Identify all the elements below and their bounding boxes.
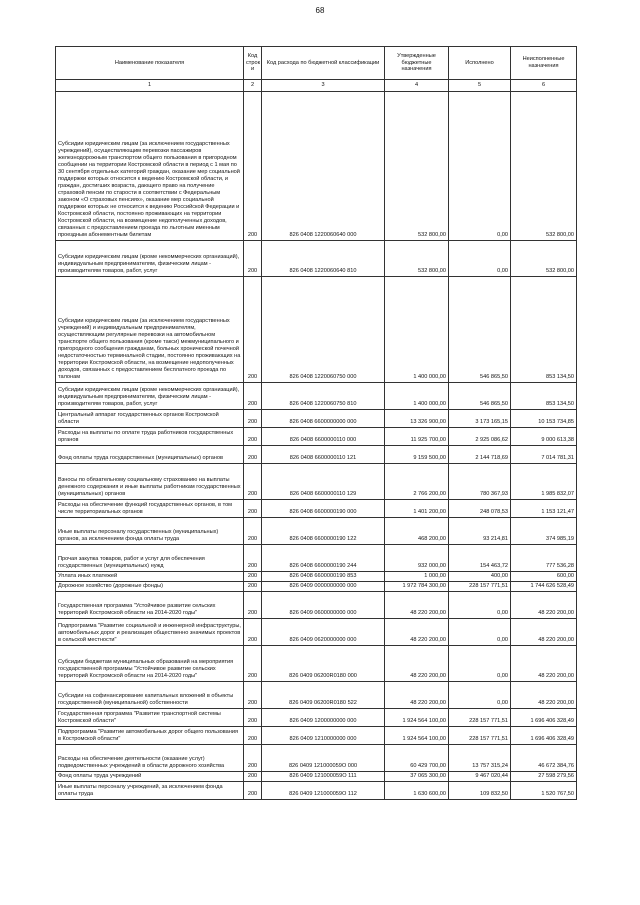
row-budget-code: 826 0409 06200R0180 522 [262,681,385,708]
table-row [56,241,577,277]
row-budget-code: 826 0409 1200000000 000 [262,708,385,726]
row-unexecuted: 532 800,00 [511,92,577,241]
table-row [56,383,577,410]
column-number: 5 [449,80,511,92]
header-executed: Исполнено [449,47,511,80]
row-name: Государственная программа "Развитие транспортной системы Костромской области" [56,708,244,726]
row-executed: 3 173 165,15 [449,410,511,428]
row-line-code: 200 [244,572,262,582]
row-executed: 109 832,50 [449,781,511,799]
row-line-code: 200 [244,277,262,383]
table-row [56,681,577,708]
row-unexecuted: 46 672 384,76 [511,744,577,771]
row-approved: 48 220 200,00 [385,591,449,618]
row-approved: 11 925 700,00 [385,428,449,446]
row-name: Расходы на обеспечение функций государственных органов, в том числе территориальных органов [56,500,244,518]
row-approved: 932 000,00 [385,545,449,572]
row-approved: 48 220 200,00 [385,681,449,708]
row-line-code: 200 [244,618,262,645]
row-executed: 400,00 [449,572,511,582]
row-budget-code: 826 0408 6600000110 121 [262,446,385,464]
page-number: 68 [315,6,325,15]
row-name: Уплата иных платежей [56,572,244,582]
row-unexecuted: 777 536,28 [511,545,577,572]
table-row [56,726,577,744]
row-unexecuted: 9 000 613,38 [511,428,577,446]
row-line-code: 200 [244,771,262,781]
row-line-code: 200 [244,708,262,726]
row-budget-code: 826 0409 121000059О 000 [262,744,385,771]
row-name: Субсидии юридическим лицам (за исключением государственных учреждений), осуществляющим перевозки пассажиров железнодорожным транспортом общего пользования в пригородном сообщении на территории Костромской области в период с 1 мая по 30 сентября отдельных категорий граждан, оказание мер социальной поддержки которых относится к ведению Костромской области, и граждан, достигших возраста, дающего право на получение страховой пенсии по старости в соответствии с Федеральным законом «О страховых пенсиях», оказание мер социальной поддержки которых не относится к ведению Российской Федерации и Костромской области, постоянно проживающих на территории Костромской области, на возмещение недополученных доходов, связанных с предоставлением проезда по льготным именным проездным абонементным билетам [56,92,244,241]
row-budget-code: 826 0408 6600000000 000 [262,410,385,428]
row-executed: 0,00 [449,241,511,277]
row-line-code: 200 [244,591,262,618]
row-executed: 546 865,50 [449,383,511,410]
row-executed: 228 157 771,51 [449,726,511,744]
row-executed: 2 144 718,69 [449,446,511,464]
row-name: Подпрограмма "Развитие социальной и инженерной инфраструктуры, автомобильных дорог и реализация общественно значимых проектов в сельской местности" [56,618,244,645]
row-approved: 48 220 200,00 [385,618,449,645]
row-approved: 48 220 200,00 [385,645,449,681]
row-line-code: 200 [244,92,262,241]
row-line-code: 200 [244,645,262,681]
row-line-code: 200 [244,681,262,708]
row-approved: 9 159 500,00 [385,446,449,464]
header-approved: Утвержденные бюджетные назначения [385,47,449,80]
row-line-code: 200 [244,464,262,500]
budget-table [55,46,577,800]
row-unexecuted: 1 696 406 328,49 [511,708,577,726]
row-unexecuted: 48 220 200,00 [511,645,577,681]
row-line-code: 200 [244,726,262,744]
row-approved: 1 000,00 [385,572,449,582]
row-budget-code: 826 0409 0000000000 000 [262,581,385,591]
table-row [56,464,577,500]
row-executed: 780 367,93 [449,464,511,500]
row-executed: 0,00 [449,618,511,645]
row-name: Фонд оплаты труда государственных (муниципальных) органов [56,446,244,464]
header-row [56,47,577,80]
row-budget-code: 826 0408 6600000110 129 [262,464,385,500]
row-line-code: 200 [244,410,262,428]
header-budget-code: Код расхода по бюджетной классификации [262,47,385,80]
row-budget-code: 826 0409 0600000000 000 [262,591,385,618]
column-number-row [56,80,577,92]
row-executed: 228 157 771,51 [449,581,511,591]
row-budget-code: 826 0409 121000059О 112 [262,781,385,799]
row-name: Расходы на выплаты по оплате труда работников государственных органов [56,428,244,446]
row-line-code: 200 [244,446,262,464]
row-name: Государственная программа "Устойчивое развитие сельских территорий Костромской области на 2014-2020 годы" [56,591,244,618]
row-budget-code: 826 0409 0620000000 000 [262,618,385,645]
row-executed: 2 925 086,62 [449,428,511,446]
row-budget-code: 826 0408 6600000190 122 [262,518,385,545]
row-line-code: 200 [244,383,262,410]
row-approved: 1 972 784 300,00 [385,581,449,591]
table-row [56,781,577,799]
table-row [56,92,577,241]
row-budget-code: 826 0408 1220060750 000 [262,277,385,383]
row-name: Подпрограмма "Развитие автомобильных дорог общего пользования в Костромской области" [56,726,244,744]
table-row [56,277,577,383]
row-budget-code: 826 0408 6600000190 244 [262,545,385,572]
table-row [56,591,577,618]
row-unexecuted: 1 696 406 328,49 [511,726,577,744]
row-executed: 154 463,72 [449,545,511,572]
row-line-code: 200 [244,518,262,545]
column-number: 6 [511,80,577,92]
table-row [56,618,577,645]
row-budget-code: 826 0408 6600000110 000 [262,428,385,446]
row-budget-code: 826 0409 06200R0180 000 [262,645,385,681]
row-approved: 1 924 564 100,00 [385,708,449,726]
table-row [56,500,577,518]
column-number: 1 [56,80,244,92]
row-name: Субсидии юридическим лицам (за исключением государственных учреждений) и индивидуальным предпринимателям, осуществляющим регулярные перевозки на автомобильном транспорте общего пользования (кроме такси) межмуниципального и пригородного сообщения гражданам, больных хронической почечной недостаточностью терминальной стадии, постоянно проживающих на территории Костромской области, на возмещение недополученных доходов, связанных с предоставлением бесплатного проезда по талонам [56,277,244,383]
table-row [56,518,577,545]
row-approved: 1 400 000,00 [385,383,449,410]
row-approved: 2 766 200,00 [385,464,449,500]
row-executed: 0,00 [449,645,511,681]
row-name: Центральный аппарат государственных органов Костромской области [56,410,244,428]
row-unexecuted: 853 134,50 [511,277,577,383]
row-unexecuted: 10 153 734,85 [511,410,577,428]
row-unexecuted: 600,00 [511,572,577,582]
table-row [56,428,577,446]
row-unexecuted: 532 800,00 [511,241,577,277]
row-approved: 1 400 000,00 [385,277,449,383]
row-approved: 1 924 564 100,00 [385,726,449,744]
row-executed: 93 214,81 [449,518,511,545]
row-executed: 546 865,50 [449,277,511,383]
row-unexecuted: 48 220 200,00 [511,681,577,708]
row-budget-code: 826 0409 121000059О 111 [262,771,385,781]
row-unexecuted: 48 220 200,00 [511,618,577,645]
row-line-code: 200 [244,241,262,277]
table-row [56,708,577,726]
row-executed: 228 157 771,51 [449,708,511,726]
row-approved: 468 200,00 [385,518,449,545]
row-name: Расходы на обеспечение деятельности (оказание услуг) подведомственных учреждений в области дорожного хозяйства [56,744,244,771]
table-row [56,645,577,681]
row-unexecuted: 853 134,50 [511,383,577,410]
row-unexecuted: 1 744 626 528,49 [511,581,577,591]
row-budget-code: 826 0409 1210000000 000 [262,726,385,744]
row-name: Субсидии юридическим лицам (кроме некоммерческих организаций), индивидуальным предпринимателям, физическим лицам - производителям товаров, работ, услуг [56,383,244,410]
table-row [56,410,577,428]
row-budget-code: 826 0408 1220060640 810 [262,241,385,277]
row-approved: 13 326 900,00 [385,410,449,428]
row-unexecuted: 1 153 121,47 [511,500,577,518]
row-budget-code: 826 0408 6600000190 000 [262,500,385,518]
row-line-code: 200 [244,545,262,572]
row-executed: 9 467 020,44 [449,771,511,781]
table-row [56,572,577,582]
row-executed: 0,00 [449,681,511,708]
row-line-code: 200 [244,744,262,771]
row-unexecuted: 374 985,19 [511,518,577,545]
row-unexecuted: 7 014 781,31 [511,446,577,464]
row-unexecuted: 48 220 200,00 [511,591,577,618]
header-name: Наименование показателя [56,47,244,80]
row-line-code: 200 [244,500,262,518]
row-budget-code: 826 0408 1220060640 000 [262,92,385,241]
row-budget-code: 826 0408 6600000190 853 [262,572,385,582]
table-row [56,581,577,591]
row-line-code: 200 [244,428,262,446]
row-line-code: 200 [244,581,262,591]
column-number: 3 [262,80,385,92]
table-row [56,744,577,771]
table-row [56,771,577,781]
row-name: Субсидии юридическим лицам (кроме некоммерческих организаций), индивидуальным предпринимателям, физическим лицам - производителям товаров, работ, услуг [56,241,244,277]
row-unexecuted: 1 985 832,07 [511,464,577,500]
row-name: Субсидии бюджетам муниципальных образований на мероприятия государственной программы "Устойчивое развитие сельских территорий Костромской области на 2014-2020 годы" [56,645,244,681]
row-name: Фонд оплаты труда учреждений [56,771,244,781]
row-name: Дорожное хозяйство (дорожные фонды) [56,581,244,591]
row-name: Прочая закупка товаров, работ и услуг для обеспечения государственных (муниципальных) нужд [56,545,244,572]
row-executed: 13 757 315,24 [449,744,511,771]
row-approved: 1 401 200,00 [385,500,449,518]
row-executed: 248 078,53 [449,500,511,518]
row-executed: 0,00 [449,92,511,241]
header-line-code: Код строк и [244,47,262,80]
row-approved: 60 429 700,00 [385,744,449,771]
row-line-code: 200 [244,781,262,799]
row-executed: 0,00 [449,591,511,618]
row-approved: 532 800,00 [385,241,449,277]
table-row [56,545,577,572]
column-number: 2 [244,80,262,92]
row-approved: 532 800,00 [385,92,449,241]
row-unexecuted: 1 520 767,50 [511,781,577,799]
row-approved: 37 065 300,00 [385,771,449,781]
column-number: 4 [385,80,449,92]
row-name: Иные выплаты персоналу государственных (муниципальных) органов, за исключением фонда оплаты труда [56,518,244,545]
table-row [56,446,577,464]
row-name: Взносы по обязательному социальному страхованию на выплаты денежного содержания и иные выплаты работникам государственных (муниципальных) органов [56,464,244,500]
row-name: Субсидии на софинансирование капитальных вложений в объекты государственной (муниципальной) собственности [56,681,244,708]
row-approved: 1 630 600,00 [385,781,449,799]
header-unexecuted: Неисполненные назначения [511,47,577,80]
row-name: Иные выплаты персоналу учреждений, за исключением фонда оплаты труда [56,781,244,799]
row-budget-code: 826 0408 1220060750 810 [262,383,385,410]
row-unexecuted: 27 598 279,56 [511,771,577,781]
